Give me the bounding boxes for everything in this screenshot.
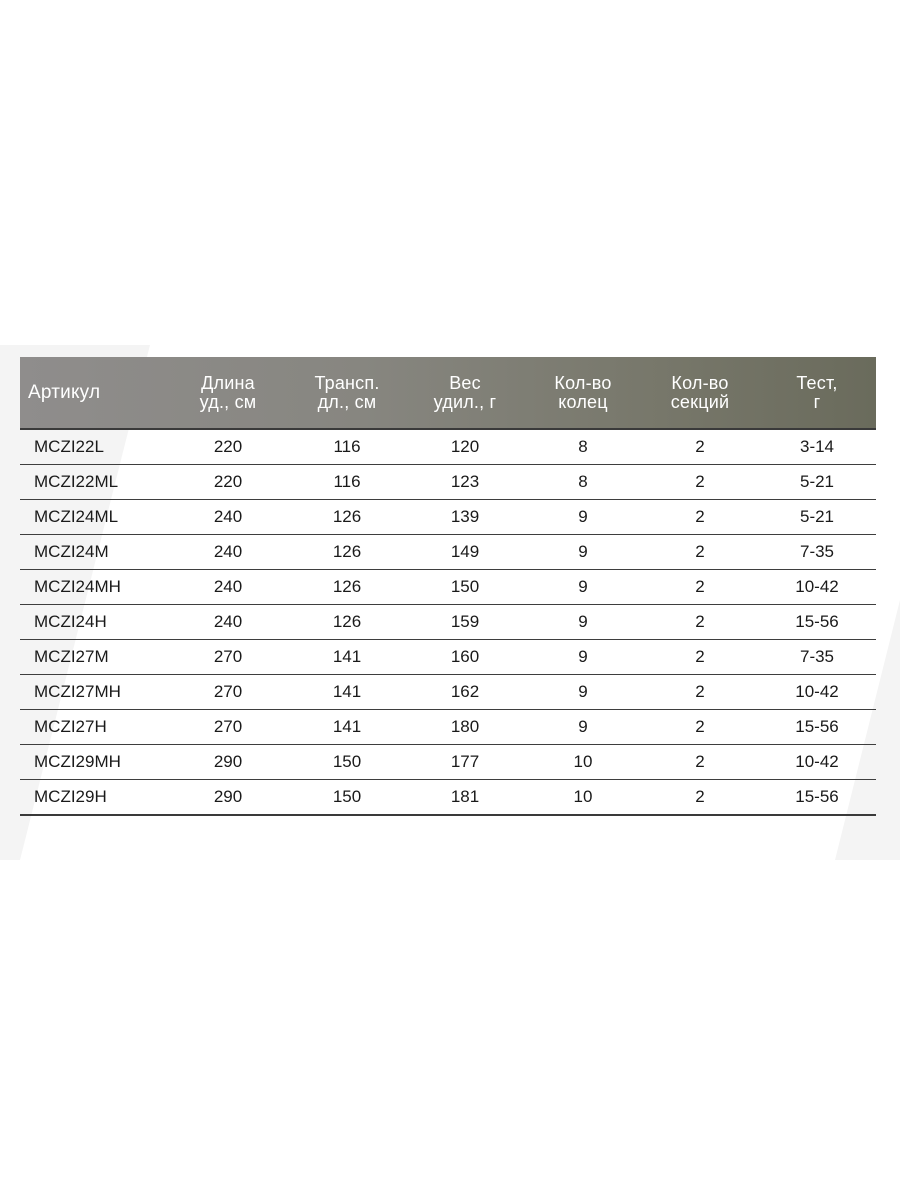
cell-test: 15-56 xyxy=(758,605,876,640)
cell-article: MCZI24MH xyxy=(20,570,168,605)
cell-rings: 9 xyxy=(524,640,642,675)
cell-length: 220 xyxy=(168,429,288,465)
cell-test: 7-35 xyxy=(758,640,876,675)
cell-test: 10-42 xyxy=(758,745,876,780)
cell-rings: 9 xyxy=(524,675,642,710)
cell-test: 15-56 xyxy=(758,780,876,816)
cell-test: 3-14 xyxy=(758,429,876,465)
cell-sections: 2 xyxy=(642,745,758,780)
header-sections-line2: секций xyxy=(670,391,730,412)
cell-article: MCZI27M xyxy=(20,640,168,675)
cell-sections: 2 xyxy=(642,675,758,710)
cell-weight: 120 xyxy=(406,429,524,465)
header-sections xyxy=(642,357,758,429)
cell-article: MCZI27H xyxy=(20,710,168,745)
cell-article: MCZI27MH xyxy=(20,675,168,710)
cell-length: 240 xyxy=(168,500,288,535)
cell-weight: 177 xyxy=(406,745,524,780)
cell-rings: 9 xyxy=(524,710,642,745)
cell-rings: 9 xyxy=(524,535,642,570)
cell-length: 270 xyxy=(168,710,288,745)
header-row xyxy=(20,357,876,429)
header-length xyxy=(168,357,288,429)
header-test-line1: Тест, xyxy=(796,372,838,393)
cell-rings: 10 xyxy=(524,745,642,780)
cell-rings: 10 xyxy=(524,780,642,816)
table-row xyxy=(20,780,876,816)
cell-sections: 2 xyxy=(642,465,758,500)
cell-weight: 180 xyxy=(406,710,524,745)
cell-article: MCZI22L xyxy=(20,429,168,465)
cell-weight: 150 xyxy=(406,570,524,605)
cell-transport-length: 141 xyxy=(288,640,406,675)
cell-test: 7-35 xyxy=(758,535,876,570)
cell-transport-length: 150 xyxy=(288,745,406,780)
cell-sections: 2 xyxy=(642,780,758,816)
table-row xyxy=(20,570,876,605)
cell-test: 5-21 xyxy=(758,500,876,535)
cell-length: 240 xyxy=(168,535,288,570)
header-transport-length xyxy=(288,357,406,429)
cell-transport-length: 126 xyxy=(288,500,406,535)
cell-transport-length: 126 xyxy=(288,535,406,570)
cell-sections: 2 xyxy=(642,500,758,535)
cell-article: MCZI24M xyxy=(20,535,168,570)
table-row xyxy=(20,640,876,675)
cell-weight: 159 xyxy=(406,605,524,640)
cell-length: 240 xyxy=(168,570,288,605)
cell-sections: 2 xyxy=(642,640,758,675)
cell-sections: 2 xyxy=(642,535,758,570)
cell-rings: 9 xyxy=(524,605,642,640)
header-test xyxy=(758,357,876,429)
cell-transport-length: 116 xyxy=(288,429,406,465)
header-article-label: Артикул xyxy=(28,382,101,403)
cell-sections: 2 xyxy=(642,605,758,640)
cell-transport-length: 116 xyxy=(288,465,406,500)
header-weight-line2: удил., г xyxy=(433,391,497,412)
header-transport-line1: Трансп. xyxy=(314,372,380,393)
cell-article: MCZI29H xyxy=(20,780,168,816)
cell-rings: 8 xyxy=(524,465,642,500)
cell-transport-length: 141 xyxy=(288,710,406,745)
header-length-line1: Длина xyxy=(201,372,255,393)
cell-transport-length: 126 xyxy=(288,605,406,640)
header-transport-line2: дл., см xyxy=(317,391,377,412)
cell-article: MCZI22ML xyxy=(20,465,168,500)
header-sections-line1: Кол-во xyxy=(671,372,729,393)
cell-test: 15-56 xyxy=(758,710,876,745)
table-body xyxy=(20,429,876,815)
cell-length: 290 xyxy=(168,780,288,816)
cell-transport-length: 126 xyxy=(288,570,406,605)
cell-article: MCZI24H xyxy=(20,605,168,640)
cell-weight: 162 xyxy=(406,675,524,710)
header-rings-line2: колец xyxy=(558,391,608,412)
cell-transport-length: 141 xyxy=(288,675,406,710)
cell-sections: 2 xyxy=(642,710,758,745)
cell-transport-length: 150 xyxy=(288,780,406,816)
header-rings-line1: Кол-во xyxy=(554,372,612,393)
cell-length: 270 xyxy=(168,675,288,710)
table-row xyxy=(20,500,876,535)
cell-article: MCZI29MH xyxy=(20,745,168,780)
cell-rings: 9 xyxy=(524,570,642,605)
cell-weight: 123 xyxy=(406,465,524,500)
cell-rings: 8 xyxy=(524,429,642,465)
cell-weight: 160 xyxy=(406,640,524,675)
cell-length: 270 xyxy=(168,640,288,675)
cell-length: 290 xyxy=(168,745,288,780)
table-row xyxy=(20,745,876,780)
cell-sections: 2 xyxy=(642,429,758,465)
table-row xyxy=(20,605,876,640)
header-test-line2: г xyxy=(813,391,821,412)
cell-article: MCZI24ML xyxy=(20,500,168,535)
cell-sections: 2 xyxy=(642,570,758,605)
cell-test: 5-21 xyxy=(758,465,876,500)
cell-weight: 149 xyxy=(406,535,524,570)
cell-test: 10-42 xyxy=(758,675,876,710)
header-weight xyxy=(406,357,524,429)
table-row xyxy=(20,465,876,500)
cell-length: 220 xyxy=(168,465,288,500)
table-row xyxy=(20,429,876,465)
cell-weight: 181 xyxy=(406,780,524,816)
cell-rings: 9 xyxy=(524,500,642,535)
table-row xyxy=(20,675,876,710)
header-weight-line1: Вес xyxy=(449,372,481,393)
header-length-line2: уд., см xyxy=(199,391,257,412)
table-row xyxy=(20,535,876,570)
cell-length: 240 xyxy=(168,605,288,640)
header-article xyxy=(20,357,168,429)
cell-test: 10-42 xyxy=(758,570,876,605)
specifications-table xyxy=(20,357,876,816)
table-header xyxy=(20,357,876,429)
cell-weight: 139 xyxy=(406,500,524,535)
header-rings xyxy=(524,357,642,429)
table-row xyxy=(20,710,876,745)
